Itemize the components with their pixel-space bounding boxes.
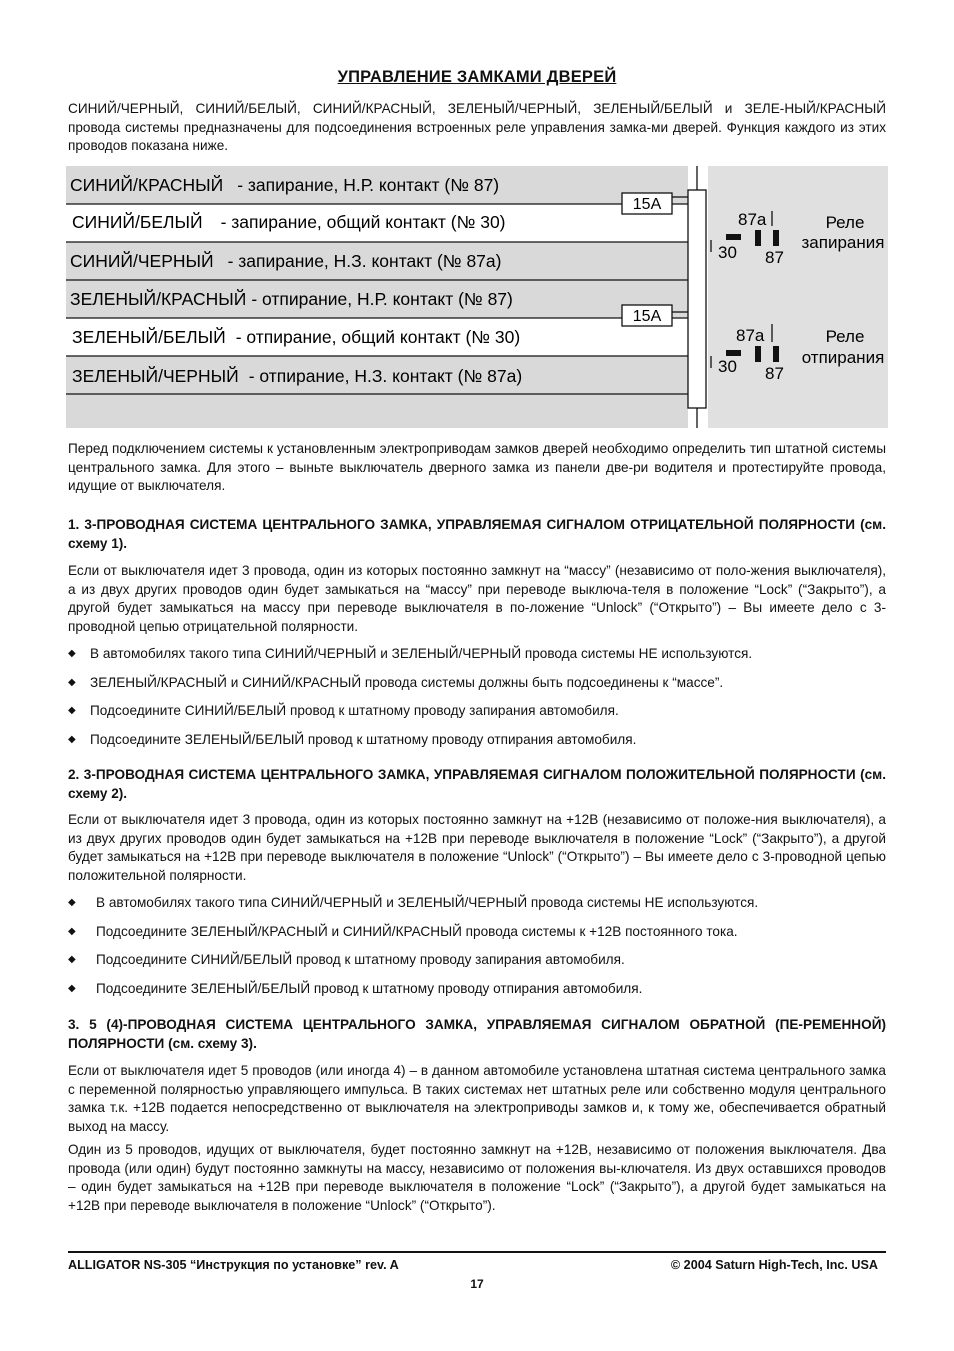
bullet-diamond-icon: ◆ (68, 733, 76, 745)
section-2-bullets (68, 894, 886, 1008)
section-1-text: Если от выключателя идет 3 провода, один из которых постоянно замкнут на “массу” (независимо от поло-жения выключателя), а из двух других проводов один будет замыкаться на “массу” при переводе выключа-теля в положение “Lock” (“Закрыто”), а другой будет замыкаться на массу при переводе выключателя в по-ложение “Unlock” (“Открыто”) – Вы имеете дело с 3-проводной цепью отрицательной полярности. (68, 563, 886, 634)
relay-lock-pin-30: 30 (718, 243, 737, 262)
relay-unlock-pin-87a: 87a (736, 326, 765, 345)
relay-contact (773, 346, 779, 362)
section-3-heading: 3. 5 (4)-ПРОВОДНАЯ СИСТЕМА ЦЕНТРАЛЬНОГО ЗАМКА, УПРАВЛЯЕМАЯ СИГНАЛОМ ОБРАТНОЙ (ПЕ-РЕМЕННОЙ) ПОЛЯРНОСТИ (см. схему 3). (68, 1017, 886, 1051)
harness-connector (688, 190, 706, 408)
relay-unlock-pin-30: 30 (718, 357, 737, 376)
fuse-label-unlock: 15A (632, 308, 662, 325)
wire-label-blue-black: СИНИЙ/ЧЕРНЫЙ - запирание, Н.З. контакт (№ 87а) (70, 251, 502, 271)
relay-contact (726, 350, 741, 356)
list-item: ◆ Подсоедините СИНИЙ/БЕЛЫЙ провод к штатному проводу запирания автомобиля. (68, 952, 625, 967)
relay-unlock-pin-87: 87 (765, 364, 784, 383)
bullet-diamond-icon: ◆ (68, 925, 76, 937)
relay-lock-pin-87: 87 (765, 248, 784, 267)
list-item: ◆ Подсоедините ЗЕЛЕНЫЙ/БЕЛЫЙ провод к штатному проводу отпирания автомобиля. (68, 980, 643, 996)
section-2-text: Если от выключателя идет 3 провода, один из которых постоянно замкнут на +12В (независимо от положе-ния выключателя), а из двух других проводов один будет замыкаться на +12В при переводе выключателя в положение “Lock” (“Закрыто”), а другой будет замыкаться на +12В при переводе выключателя в положение “Unlock” (“Открыто”) – Вы имеете дело с 3-проводной цепью положительной полярности. (68, 812, 886, 883)
section-3-text: Если от выключателя идет 5 проводов (или иногда 4) – в данном автомобиле установлена штатная система центрального замка с переменной полярностью управляющего импульса. В таких системах нет штатных реле или собственно модуля центрального замка т.к. +12В подается непосредственно от выключателя на электроприводы замков и, к тому же, обеспечивается обратный выход на массу. (68, 1063, 886, 1134)
wire-label-green-black: ЗЕЛЕНЫЙ/ЧЕРНЫЙ - отпирание, Н.З. контакт (№ 87а) (72, 366, 523, 386)
page-number: 17 (470, 1277, 484, 1291)
bullet-diamond-icon: ◆ (68, 897, 76, 908)
bullet-diamond-icon: ◆ (68, 954, 76, 965)
relay-area-shading (708, 166, 888, 428)
list-item: ◆ В автомобилях такого типа СИНИЙ/ЧЕРНЫЙ и ЗЕЛЕНЫЙ/ЧЕРНЫЙ провода системы НЕ используются. (68, 646, 753, 661)
relay-lock-label-line1: Реле (825, 213, 865, 232)
relay-lock-pin-87a: 87a (738, 210, 767, 229)
list-item: ◆ В автомобилях такого типа СИНИЙ/ЧЕРНЫЙ и ЗЕЛЕНЫЙ/ЧЕРНЫЙ провода системы НЕ используются. (68, 895, 759, 910)
relay-contact (726, 234, 741, 240)
relay-contact (773, 230, 779, 246)
wire-band-shading (66, 394, 688, 428)
fuse-label-lock: 15A (632, 196, 662, 213)
list-item: ◆ Подсоедините ЗЕЛЕНЫЙ/КРАСНЫЙ и СИНИЙ/КРАСНЫЙ провода системы к +12В постоянного тока. (68, 923, 738, 939)
bullet-diamond-icon: ◆ (68, 648, 76, 659)
bullet-diamond-icon: ◆ (68, 705, 76, 716)
wiring-diagram (66, 166, 888, 428)
relay-contact (755, 346, 761, 362)
section-1-bullets (68, 645, 886, 759)
bullet-diamond-icon: ◆ (68, 676, 76, 688)
relay-unlock-label-line1: Реле (825, 327, 865, 346)
relay-lock-label-line2: запирания (801, 233, 885, 252)
wire-label-blue-red: СИНИЙ/КРАСНЫЙ - запирание, Н.Р. контакт (№ 87) (70, 175, 500, 195)
list-item: ◆ Подсоедините СИНИЙ/БЕЛЫЙ провод к штатному проводу запирания автомобиля. (68, 703, 619, 718)
before-connection-paragraph: Перед подключением системы к установленным электроприводам замков дверей необходимо определить тип штатной системы центрального замка. Для этого – выньте выключатель дверного замка из панели две-ри водителя и протестируйте провода, идущие от выключателя. (68, 441, 886, 494)
page-title: УПРАВЛЕНИЕ ЗАМКАМИ ДВЕРЕЙ (337, 68, 617, 86)
bullet-diamond-icon: ◆ (68, 982, 76, 994)
section-3-text-2: Один из 5 проводов, идущих от выключателя, будет постоянно замкнут на +12В, независимо от положения выключателя. Два провода (или один) будут постоянно замкнуты на массу, независимо от положения вы-ключателя. Из двух оставшихся проводов – один будет замыкаться на +12В при переводе выключателя в положение “Lock” (“Закрыто”), а другой будет замыкаться на +12В при переводе выключателя в положение “Unlock” (“Открыто”). (68, 1142, 886, 1213)
relay-unlock-label-line2: отпирания (801, 348, 885, 367)
section-2-heading: 2. 3-ПРОВОДНАЯ СИСТЕМА ЦЕНТРАЛЬНОГО ЗАМКА, УПРАВЛЯЕМАЯ СИГНАЛОМ ПОЛОЖИТЕЛЬНОЙ ПОЛЯРНОСТИ (см. схему 2). (68, 767, 886, 801)
wire-label-green-white: ЗЕЛЕНЫЙ/БЕЛЫЙ - отпирание, общий контакт (№ 30) (72, 327, 521, 347)
relay-contact (755, 230, 761, 246)
footer-divider (68, 1251, 886, 1253)
footer-document-title: ALLIGATOR NS-305 “Инструкция по установке” rev. A (68, 1258, 399, 1272)
wire-label-green-red: ЗЕЛЕНЫЙ/КРАСНЫЙ - отпирание, Н.Р. контакт (№ 87) (70, 289, 513, 309)
wire-label-blue-white: СИНИЙ/БЕЛЫЙ - запирание, общий контакт (№ 30) (72, 212, 506, 232)
list-item: ◆ Подсоедините ЗЕЛЕНЫЙ/БЕЛЫЙ провод к штатному проводу отпирания автомобиля. (68, 731, 637, 747)
footer-copyright: © 2004 Saturn High-Tech, Inc. USA (670, 1258, 878, 1272)
section-1-heading: 1. 3-ПРОВОДНАЯ СИСТЕМА ЦЕНТРАЛЬНОГО ЗАМКА, УПРАВЛЯЕМАЯ СИГНАЛОМ ОТРИЦАТЕЛЬНОЙ ПОЛЯРНОСТИ (см. схему 1). (68, 517, 886, 551)
intro-paragraph: СИНИЙ/ЧЕРНЫЙ, СИНИЙ/БЕЛЫЙ, СИНИЙ/КРАСНЫЙ, ЗЕЛЕНЫЙ/ЧЕРНЫЙ, ЗЕЛЕНЫЙ/БЕЛЫЙ и ЗЕЛЕ-НЫЙ/КРАСНЫЙ провода системы предназначены для подсоединения встроенных реле управления замка-ми дверей. Функция каждого из этих проводов показана ниже. (68, 101, 886, 154)
list-item: ◆ ЗЕЛЕНЫЙ/КРАСНЫЙ и СИНИЙ/КРАСНЫЙ провода системы должны быть подсоединены к “массе”. (68, 674, 724, 690)
